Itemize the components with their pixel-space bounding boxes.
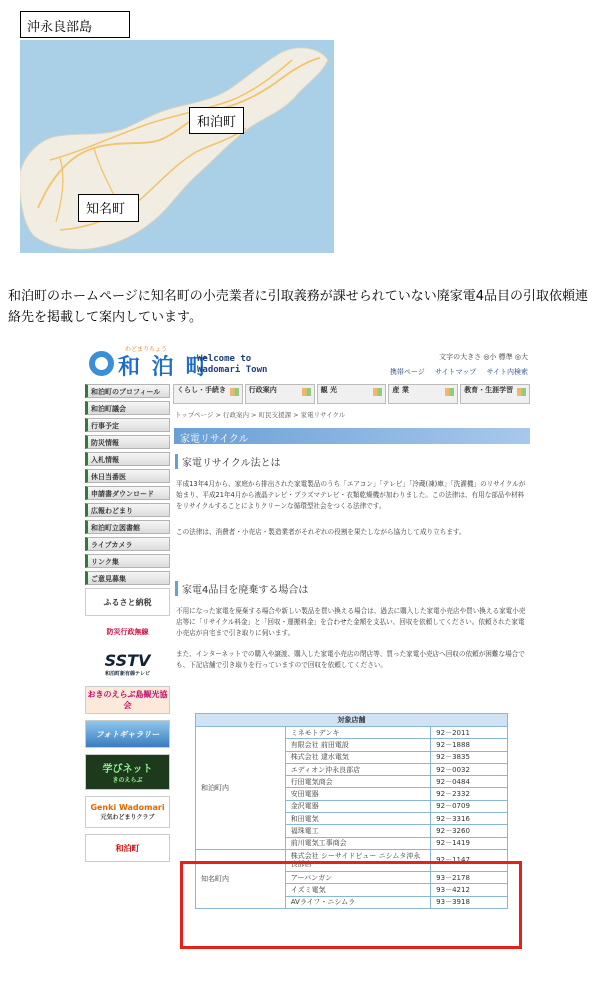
nav-education[interactable]: 教育・生涯学習	[460, 384, 530, 404]
shop-name: 有限会社 前田電設	[285, 739, 430, 751]
site-logo[interactable]: 和 泊 町	[118, 354, 210, 380]
island-label: 沖永良部島	[20, 11, 130, 38]
shop-tel: 93－4212	[431, 884, 508, 896]
banner-tourism[interactable]: おきのえらぶ島観光協会	[85, 686, 170, 714]
sidebar-item-events[interactable]: 行事予定	[85, 418, 170, 432]
shop-name: 株式会社 シーサイドビュー ニシムタ沖永良部店	[285, 849, 430, 871]
site-search-link[interactable]: サイト内検索	[486, 368, 528, 376]
main-nav	[173, 384, 530, 404]
banner-furusato-tax[interactable]: ふるさと納税	[85, 588, 170, 616]
manabi-sub: きのえらぶ	[112, 777, 143, 784]
heading-disposal: 家電4品目を廃棄する場合は	[175, 581, 308, 596]
sidebar-item-council[interactable]: 和泊町議会	[85, 401, 170, 415]
shop-tel: 92－2332	[431, 788, 508, 800]
shop-name: AVライフ・ニシムラ	[285, 896, 430, 908]
island-map	[20, 40, 334, 253]
shop-name: 和田電気	[285, 813, 430, 825]
genki-title: Genki Wadomari	[90, 803, 165, 812]
highlight-box-china-shops	[180, 861, 522, 949]
shop-tel: 92－0032	[431, 763, 508, 775]
sidebar-item-feedback[interactable]: ご意見募集	[85, 571, 170, 585]
mobile-page-link[interactable]: 携帯ページ	[389, 368, 425, 376]
shops-table-header: 対象店舗	[196, 714, 508, 727]
nav-industry[interactable]: 産 業	[388, 384, 458, 404]
table-row	[196, 727, 508, 739]
genki-sub: 元気わどまりクラブ	[100, 814, 155, 821]
shop-tel: 92－2011	[431, 727, 508, 739]
shop-name: エディオン沖永良部店	[285, 763, 430, 775]
shop-name: 行田電気商会	[285, 776, 430, 788]
paragraph-disposal: 不用になった家電を廃棄する場合や新しい製品を買い換える場合は、過去に購入した家電小売店や買い換える家電小売店等に「リサイクル料金」と「回収・運搬料金」を合わせた金額を支払い、回収を依頼してください。依頼された家電小売店が自宅まで引き取りに伺います。	[176, 607, 526, 637]
sidebar-item-links[interactable]: リンク集	[85, 554, 170, 568]
sidebar-item-profile[interactable]: 和泊町のプロフィール	[85, 384, 170, 398]
banner-genki-club[interactable]	[85, 796, 170, 828]
area-cell-china: 知名町内	[196, 849, 286, 908]
logo-circle-icon	[89, 351, 114, 376]
banner-manabi-net[interactable]	[85, 754, 170, 790]
shop-tel: 92－3835	[431, 751, 508, 763]
area-cell-wadomari: 和泊町内	[196, 727, 286, 850]
shop-tel: 92－1419	[431, 837, 508, 849]
breadcrumb[interactable]: トップページ > 行政案内 > 町民支援課 > 家電リサイクル	[175, 411, 346, 419]
banner-disaster-radio[interactable]: 防災行政無線	[85, 622, 170, 642]
nav-administration[interactable]: 行政案内	[245, 384, 315, 404]
shop-tel: 92－3260	[431, 825, 508, 837]
banner-sstv[interactable]	[85, 648, 170, 680]
shop-name: ミネモトデンキ	[285, 727, 430, 739]
sidebar-item-bidding[interactable]: 入札情報	[85, 452, 170, 466]
island-map-svg	[20, 40, 334, 253]
welcome-text	[197, 354, 267, 376]
sidebar	[85, 384, 170, 868]
shop-tel: 92－3316	[431, 813, 508, 825]
sidebar-item-forms[interactable]: 申請書ダウンロード	[85, 486, 170, 500]
top-links	[382, 367, 528, 377]
font-size-controls[interactable]: 文字の大きさ ◎小 標準 ◎大	[439, 353, 528, 361]
shop-tel: 92－0709	[431, 800, 508, 812]
sidebar-item-newsletter[interactable]: 広報わどまり	[85, 503, 170, 517]
shop-name: イズミ電気	[285, 884, 430, 896]
shop-name: 福珠電工	[285, 825, 430, 837]
shop-tel: 92－1888	[431, 739, 508, 751]
town-label-china: 知名町	[78, 194, 139, 222]
banner-bus[interactable]: 和泊町	[85, 834, 170, 862]
sstv-sub: 和泊町新有線テレビ	[105, 671, 150, 677]
nav-tourism[interactable]: 観 光	[317, 384, 387, 404]
shop-tel: 93－3918	[431, 896, 508, 908]
sidebar-item-library[interactable]: 和泊町立図書館	[85, 520, 170, 534]
banner-photo-gallery[interactable]: フォトギャラリー	[85, 720, 170, 748]
shop-name: アーバンガン	[285, 871, 430, 883]
shop-name: 前川電気工事商会	[285, 837, 430, 849]
sstv-logo: SSTV	[104, 651, 151, 670]
nav-living[interactable]: くらし・手続き	[173, 384, 243, 404]
sitemap-link[interactable]: サイトマップ	[435, 368, 477, 376]
paragraph-disposal-alt: また、インターネットでの購入や譲渡、購入した家電小売店の閉店等、買った家電小売店へ回収の依頼が困難な場合でも、下記店舗で引き取りを行っていますので回収を依頼してください。	[176, 650, 525, 669]
shop-name: 金沢電器	[285, 800, 430, 812]
page-title: 家電リサイクル	[174, 428, 530, 444]
welcome-line1: Welcome to	[197, 354, 252, 364]
shop-tel: 92－1147	[431, 849, 508, 871]
heading-recycling-law: 家電リサイクル法とは	[175, 454, 281, 469]
paragraph-law-intro: 平成13年4月から、家庭から排出された家電製品のうち「エアコン」「テレビ」「冷蔵(凍)庫」「洗濯機」のリサイクルが始まり、平成21年4月から液晶テレビ・プラズマテレビ・衣類乾燥機が加わりました。この法律は、有用な部品や材料をリサイクルすることによりクリーンな循環型社会をつくる法律です。	[176, 480, 526, 510]
sidebar-item-disaster[interactable]: 防災情報	[85, 435, 170, 449]
shop-tel: 93－2178	[431, 871, 508, 883]
paragraph-law-roles: この法律は、消費者・小売店・製造業者がそれぞれの役割を果たしながら協力して成り立ちます。	[176, 528, 466, 536]
sidebar-item-live-camera[interactable]: ライブカメラ	[85, 537, 170, 551]
sidebar-item-holiday-doctor[interactable]: 休日当番医	[85, 469, 170, 483]
manabi-title: 学びネット	[102, 764, 153, 775]
welcome-line2: Wadomari Town	[197, 365, 268, 375]
town-label-wadomari: 和泊町	[189, 107, 244, 134]
logo-ruby: わどまりちょう	[125, 346, 168, 353]
shop-tel: 92－0484	[431, 776, 508, 788]
caption-text: 和泊町のホームページに知名町の小売業者に引取義務が課せられていない廃家電4品目の引取依頼連絡先を掲載して案内しています。	[8, 289, 589, 325]
shop-name: 安田電器	[285, 788, 430, 800]
shop-name: 株式会社 逮水電気	[285, 751, 430, 763]
